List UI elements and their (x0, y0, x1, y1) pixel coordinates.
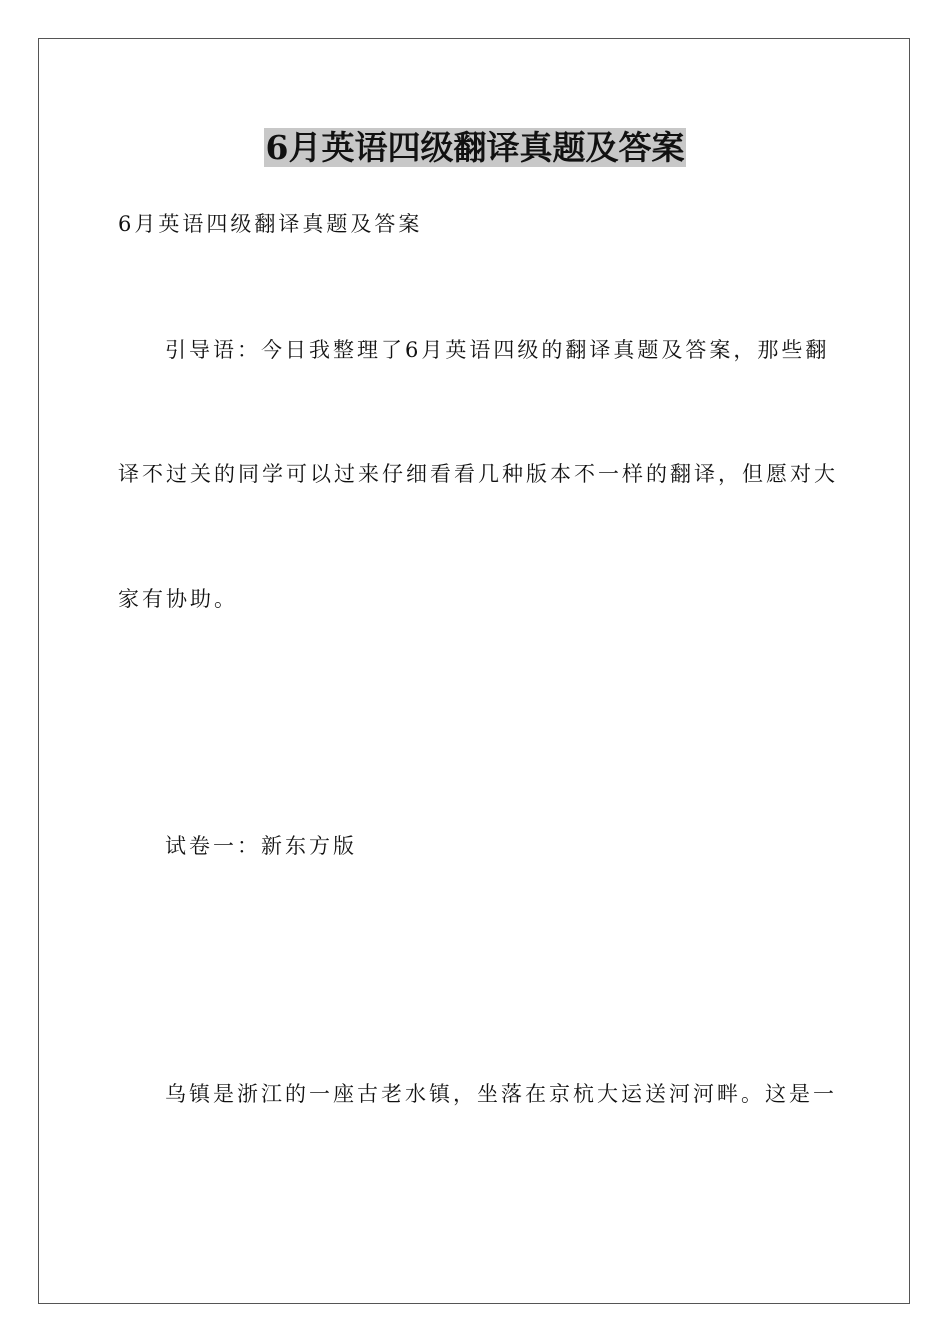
section-heading: 试卷一：新东方版 (165, 834, 357, 858)
body-paragraph-line-1: 乌镇是浙江的一座古老水镇，坐落在京杭大运送河河畔。这是一 (165, 1082, 837, 1106)
document-title (0, 128, 950, 168)
document-subtitle: 6月英语四级翻译真题及答案 (118, 212, 423, 236)
intro-paragraph-line-1: 引导语：今日我整理了6月英语四级的翻译真题及答案，那些翻 (165, 338, 830, 362)
intro-paragraph-line-2: 译不过关的同学可以过来仔细看看几种版本不一样的翻译，但愿对大 (118, 462, 838, 486)
intro-paragraph-line-3: 家有协助。 (118, 587, 238, 611)
document-title-text: 6月英语四级翻译真题及答案 (265, 128, 685, 167)
